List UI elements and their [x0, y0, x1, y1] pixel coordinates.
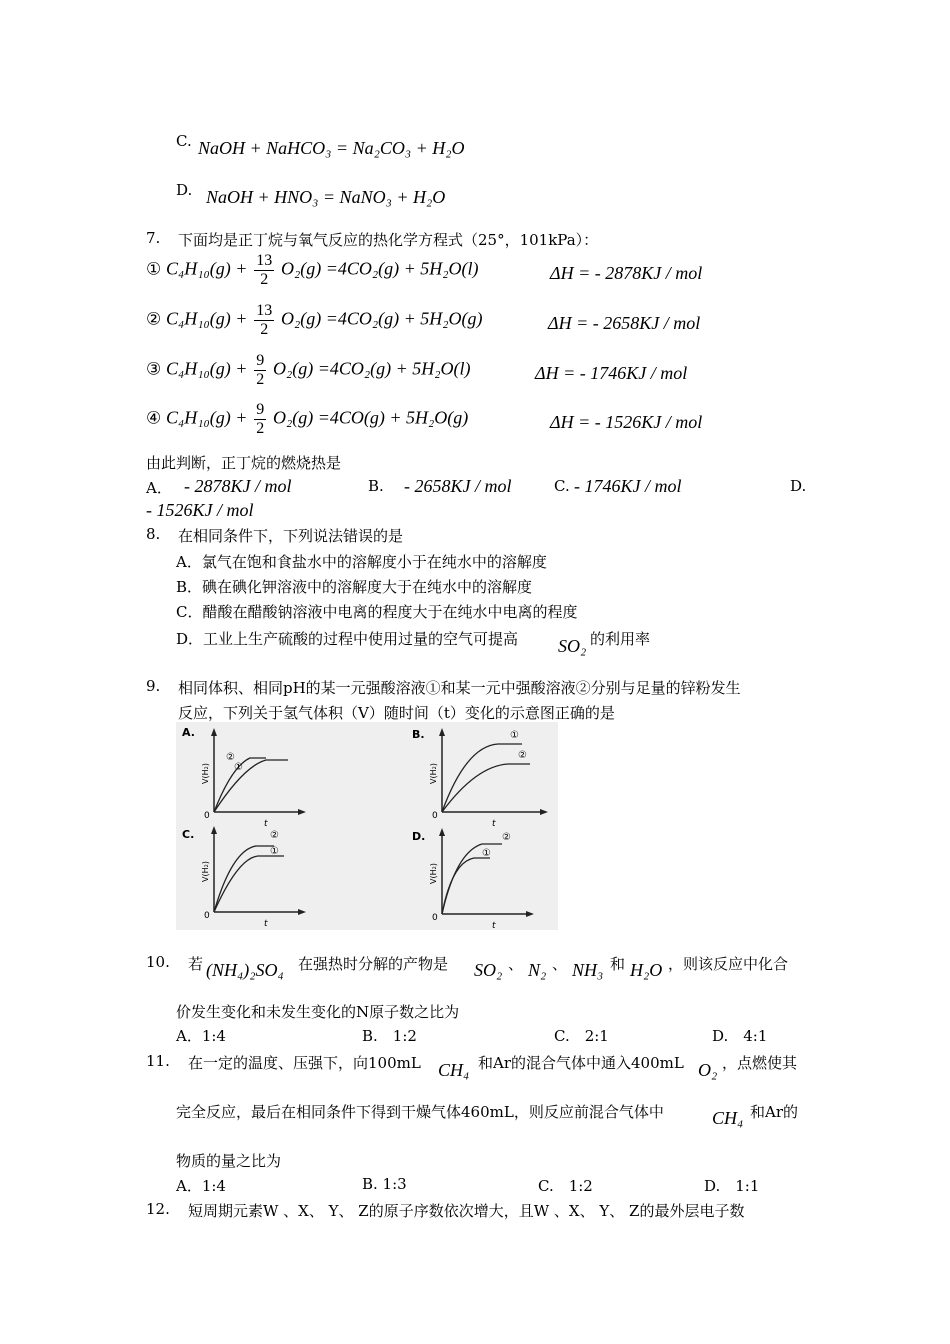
- q7-eq1-frac-bottom: 2: [260, 271, 269, 288]
- q7-eq2-lhs: C₄H₁₀(g) +: [166, 308, 248, 329]
- q10-separator-1: 、: [508, 955, 524, 973]
- q10-mid-text: 在强热时分解的产物是: [298, 955, 449, 973]
- q6-option-d-label: D.: [176, 181, 193, 199]
- q9-panel-c-xlabel: t: [264, 919, 268, 929]
- q9-stem-line2: 反应，下列关于氢气体积（V）随时间（t）变化的示意图正确的是: [178, 704, 615, 722]
- q8-number: 8.: [146, 525, 161, 543]
- q9-panel-b-curve-2: [442, 764, 530, 812]
- q7-eq4-rhs: O₂(g) =4CO(g) + 5H₂O(g): [273, 407, 469, 428]
- q10-option-d: D. 4:1: [712, 1027, 768, 1045]
- q9-panel-d-label: D.: [412, 830, 426, 843]
- q9-panel-b-curve-1: [442, 744, 522, 812]
- q7-eq3-mark: ③: [146, 359, 162, 379]
- q10-ammonium-sulfate: (NH₄)₂SO₄: [206, 960, 284, 980]
- q9-panel-b-xlabel: t: [492, 819, 496, 829]
- q7-option-c-label: C.: [554, 477, 570, 495]
- q11-option-d: D. 1:1: [704, 1177, 760, 1195]
- q10-option-a: A．1:4: [176, 1027, 226, 1045]
- q10-option-c: C. 2:1: [554, 1027, 609, 1045]
- q9-panel-b-y-arrow: [439, 728, 445, 736]
- q8-option-c: C．醋酸在醋酸钠溶液中电离的程度大于在纯水中电离的程度: [176, 603, 578, 621]
- q10-stem-line2: 价发生变化和未发生变化的N原子数之比为: [176, 1003, 460, 1021]
- q9-panel-b-curve-1-label: ①: [510, 730, 519, 741]
- q7-option-a-label: A．: [146, 479, 172, 497]
- q9-panel-d-xlabel: t: [492, 921, 496, 930]
- q7-eq1-lhs: C₄H₁₀(g) +: [166, 258, 248, 279]
- q7-eq2-fraction: [254, 302, 274, 339]
- q7-conclusion: 由此判断，正丁烷的燃烧热是: [146, 454, 342, 472]
- q9-panel-b-origin: 0: [432, 811, 438, 821]
- q7-eq4-frac-top: 9: [256, 401, 265, 418]
- q8-option-a: A．氯气在饱和食盐水中的溶解度小于在纯水中的溶解度: [176, 553, 547, 571]
- q8-stem: 在相同条件下，下列说法错误的是: [178, 527, 404, 545]
- q11-stem-line3: 物质的量之比为: [176, 1152, 282, 1170]
- q9-panel-d-y-arrow: [439, 828, 445, 836]
- q9-panel-c-ylabel: V(H₂): [201, 861, 210, 882]
- q7-eq3-fraction: [254, 352, 266, 389]
- q7-eq1-fraction: [254, 252, 274, 289]
- q11-number: 11.: [146, 1052, 170, 1070]
- q7-option-d-value: - 1526KJ / mol: [146, 500, 254, 520]
- q9-number: 9.: [146, 677, 161, 695]
- q9-panel-d-x-arrow: [526, 911, 534, 917]
- q6-option-c-label: C.: [176, 132, 192, 150]
- q9-panel-b: [412, 728, 548, 829]
- q9-panel-a-y-arrow: [211, 728, 217, 736]
- q7-eq1-dh: ΔH = - 2878KJ / mol: [550, 263, 703, 283]
- q7-eq1-rhs: O₂(g) =4CO₂(g) + 5H₂O(l): [281, 258, 479, 279]
- q7-number: 7.: [146, 229, 161, 247]
- q9-panel-d-curve-1-label: ①: [482, 848, 491, 859]
- q9-panel-a-curve-1-label: ①: [234, 762, 243, 773]
- q6-option-d-equation: NaOH + HNO₃ = NaNO₃ + H₂O: [206, 187, 446, 207]
- q7-equation-1: [146, 252, 479, 289]
- q7-eq2-frac-bottom: 2: [260, 321, 269, 338]
- q9-panel-a-xlabel: t: [264, 819, 268, 829]
- q7-option-c-value: - 1746KJ / mol: [574, 476, 682, 496]
- q9-panel-c-curve-1: [214, 856, 284, 912]
- q7-option-a-value: - 2878KJ / mol: [184, 476, 292, 496]
- q7-eq1-mark: ①: [146, 259, 162, 279]
- q9-panel-c: [182, 826, 306, 929]
- q7-eq3-rhs: O₂(g) =4CO₂(g) + 5H₂O(l): [273, 358, 471, 379]
- q7-eq3-frac-top: 9: [256, 352, 265, 369]
- q9-panel-a-x-arrow: [298, 809, 306, 815]
- q9-graph-figure: [176, 722, 558, 930]
- q11-option-a: A．1:4: [176, 1177, 226, 1195]
- q10-separator-2: 、: [552, 955, 568, 973]
- q10-prefix: 若: [188, 955, 204, 973]
- q9-panel-a-curve-2-label: ②: [226, 752, 235, 763]
- q7-eq2-frac-top: 13: [256, 302, 273, 319]
- q8-option-d-text: D．工业上生产硫酸的过程中使用过量的空气可提高: [176, 630, 519, 648]
- q9-panel-a-ylabel: V(H₂): [201, 763, 210, 784]
- q8-option-d-suffix: 的利用率: [590, 630, 651, 648]
- q7-option-d-label: D.: [790, 477, 807, 495]
- q11-mid-text: 和Ar的混合气体中通入400mL: [478, 1054, 684, 1072]
- q9-panel-c-curve-2-label: ②: [270, 830, 279, 841]
- q7-eq2-mark: ②: [146, 309, 162, 329]
- q10-product-nh3: NH₃: [572, 960, 604, 980]
- q7-eq3-frac-bottom: 2: [256, 371, 265, 388]
- q11-option-c: C. 1:2: [538, 1177, 593, 1195]
- q9-panel-a-label: A.: [182, 726, 195, 739]
- q9-stem-line1: 相同体积、相同pH的某一元强酸溶液①和某一元中强酸溶液②分别与足量的锌粉发生: [178, 679, 741, 697]
- q7-option-b-label: B.: [368, 477, 384, 495]
- q9-panel-b-label: B.: [412, 728, 425, 741]
- q9-panel-d: [412, 828, 534, 930]
- q9-panel-b-x-arrow: [540, 809, 548, 815]
- q7-equation-3: [146, 352, 471, 389]
- q8-option-b: B．碘在碘化钾溶液中的溶解度大于在纯水中的溶解度: [176, 578, 533, 596]
- q9-panel-c-y-arrow: [211, 826, 217, 834]
- q7-eq4-mark: ④: [146, 408, 162, 428]
- q11-suffix: ，点燃使其: [722, 1054, 798, 1072]
- q10-product-h2o: H₂O: [630, 960, 663, 980]
- q7-eq3-lhs: C₄H₁₀(g) +: [166, 358, 248, 379]
- q9-panel-c-curve-1-label: ①: [270, 846, 279, 857]
- q10-option-b: B. 1:2: [362, 1027, 417, 1045]
- q11-option-b: B. 1:3: [362, 1175, 407, 1193]
- q10-number: 10.: [146, 953, 170, 971]
- q9-panel-a: [182, 726, 306, 829]
- q12-number: 12.: [146, 1200, 170, 1218]
- q7-eq4-frac-bottom: 2: [256, 420, 265, 437]
- q9-panel-c-x-arrow: [298, 909, 306, 915]
- q8-option-d-so2: SO₂: [558, 636, 587, 656]
- q6-option-c-equation: NaOH + NaHCO₃ = Na₂CO₃ + H₂O: [198, 138, 465, 158]
- q9-panel-b-curve-2-label: ②: [518, 750, 527, 761]
- q10-product-so2: SO₂: [474, 960, 503, 980]
- q9-panel-b-ylabel: V(H₂): [429, 763, 438, 784]
- q7-equation-4: [146, 401, 468, 438]
- q7-eq1-frac-top: 13: [256, 252, 273, 269]
- q7-eq4-fraction: [254, 401, 266, 438]
- q9-panel-a-origin: 0: [204, 811, 210, 821]
- q9-panel-c-label: C.: [182, 828, 195, 841]
- q11-ch4-second: CH₄: [712, 1108, 744, 1128]
- q7-eq4-lhs: C₄H₁₀(g) +: [166, 407, 248, 428]
- q7-stem: 下面均是正丁烷与氧气反应的热化学方程式（25°，101kPa）：: [178, 231, 599, 249]
- q11-o2: O₂: [698, 1060, 718, 1080]
- q7-eq4-dh: ΔH = - 1526KJ / mol: [550, 412, 703, 432]
- q7-option-b-value: - 2658KJ / mol: [404, 476, 512, 496]
- q10-product-n2: N₂: [528, 960, 547, 980]
- q11-prefix: 在一定的温度、压强下，向100mL: [188, 1054, 421, 1072]
- q11-stem-line2-suffix: 和Ar的: [750, 1103, 799, 1121]
- q9-panel-d-curve-1: [442, 858, 490, 914]
- q7-eq2-dh: ΔH = - 2658KJ / mol: [548, 313, 701, 333]
- q7-eq3-dh: ΔH = - 1746KJ / mol: [535, 363, 688, 383]
- q7-eq2-rhs: O₂(g) =4CO₂(g) + 5H₂O(g): [281, 308, 483, 329]
- q9-panel-c-origin: 0: [204, 911, 210, 921]
- q9-panel-d-curve-2: [442, 844, 502, 914]
- q9-panel-d-ylabel: V(H₂): [429, 863, 438, 884]
- q12-stem: 短周期元素W 、X、 Y、 Z的原子序数依次增大，且W 、X、 Y、 Z的最外层电子数: [188, 1202, 745, 1220]
- q9-panel-d-curve-2-label: ②: [502, 832, 511, 843]
- q9-panel-d-origin: 0: [432, 913, 438, 923]
- q11-ch4: CH₄: [438, 1060, 470, 1080]
- q7-equation-2: [146, 302, 483, 339]
- q9-graphs-svg: [176, 722, 558, 930]
- q11-stem-line2: 完全反应，最后在相同条件下得到干燥气体460mL，则反应前混合气体中: [176, 1103, 664, 1121]
- q10-and: 和: [610, 955, 626, 973]
- q10-suffix: ，则该反应中化合: [668, 955, 789, 973]
